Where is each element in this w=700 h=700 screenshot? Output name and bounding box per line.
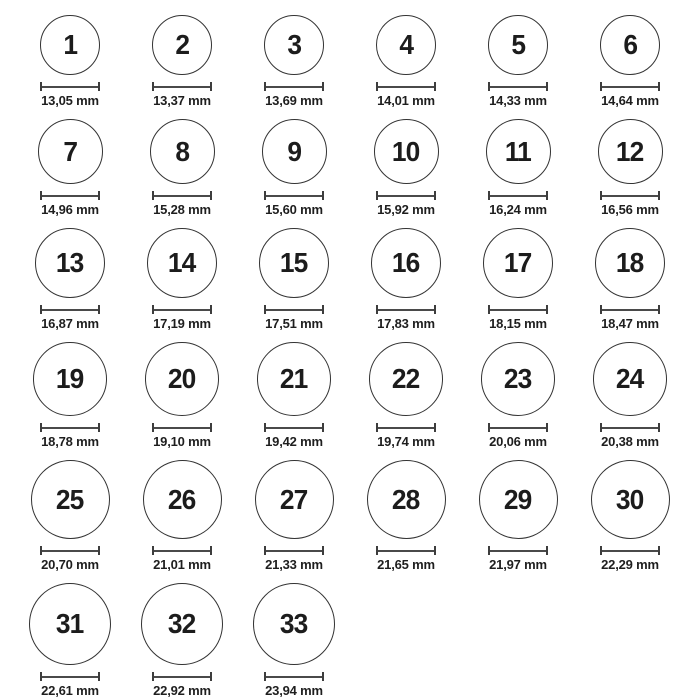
ring-circle	[143, 460, 222, 539]
ring-circle	[595, 228, 665, 298]
ring-size-cell	[14, 15, 126, 108]
ring-circle	[600, 15, 660, 75]
diameter-ruler	[600, 305, 660, 314]
ring-circle	[486, 119, 551, 184]
diameter-label: 20,70 mm	[41, 557, 99, 572]
ring-size-number: 8	[175, 135, 189, 167]
diameter-label: 18,47 mm	[601, 316, 659, 331]
diameter-label: 14,64 mm	[601, 93, 659, 108]
ring-circle	[259, 228, 329, 298]
ring-circle	[152, 15, 212, 75]
ring-circle	[483, 228, 553, 298]
diameter-label: 13,69 mm	[265, 93, 323, 108]
diameter-ruler	[376, 305, 436, 314]
diameter-ruler	[376, 191, 436, 200]
diameter-ruler	[152, 546, 212, 555]
diameter-label: 19,10 mm	[153, 434, 211, 449]
ring-size-cell	[462, 460, 574, 572]
diameter-ruler	[264, 546, 324, 555]
ring-size-cell	[126, 342, 238, 449]
ring-size-number: 33	[280, 608, 308, 639]
diameter-label: 17,51 mm	[265, 316, 323, 331]
ring-size-number: 22	[392, 363, 420, 394]
ring-circle	[257, 342, 331, 416]
ring-size-cell	[462, 119, 574, 217]
ring-size-cell	[574, 15, 686, 108]
diameter-ruler	[600, 191, 660, 200]
ring-size-cell	[14, 228, 126, 331]
ring-size-cell	[238, 228, 350, 331]
ring-size-number: 15	[280, 247, 308, 278]
ring-size-cell	[14, 583, 126, 698]
ring-circle	[40, 15, 100, 75]
ring-size-cell	[350, 15, 462, 108]
chart-row	[14, 119, 686, 217]
ring-size-cell	[126, 15, 238, 108]
diameter-ruler	[152, 672, 212, 681]
ring-circle	[374, 119, 439, 184]
diameter-ruler	[488, 546, 548, 555]
diameter-label: 23,94 mm	[265, 683, 323, 698]
diameter-label: 21,97 mm	[489, 557, 547, 572]
ring-size-chart	[14, 0, 686, 698]
ring-circle	[33, 342, 107, 416]
ring-size-number: 13	[56, 247, 84, 278]
chart-row	[14, 460, 686, 572]
diameter-label: 15,28 mm	[153, 202, 211, 217]
diameter-ruler	[264, 305, 324, 314]
ring-size-cell	[462, 228, 574, 331]
ring-size-number: 28	[392, 483, 420, 515]
diameter-label: 20,06 mm	[489, 434, 547, 449]
diameter-label: 16,24 mm	[489, 202, 547, 217]
ring-circle	[479, 460, 558, 539]
ring-size-number: 25	[56, 483, 84, 515]
diameter-ruler	[40, 423, 100, 432]
ring-circle	[35, 228, 105, 298]
diameter-label: 14,01 mm	[377, 93, 435, 108]
ring-size-cell	[350, 342, 462, 449]
diameter-ruler	[40, 672, 100, 681]
ring-circle	[488, 15, 548, 75]
ring-circle	[145, 342, 219, 416]
ring-size-number: 6	[623, 29, 637, 60]
diameter-ruler	[152, 423, 212, 432]
ring-size-number: 27	[280, 483, 308, 515]
diameter-ruler	[264, 82, 324, 91]
ring-size-cell	[350, 228, 462, 331]
chart-row	[14, 15, 686, 108]
ring-size-number: 11	[505, 135, 531, 167]
ring-size-number: 31	[56, 608, 84, 639]
ring-size-number: 30	[616, 483, 644, 515]
ring-circle	[29, 583, 111, 665]
ring-size-cell	[238, 119, 350, 217]
ring-size-cell	[126, 228, 238, 331]
ring-circle	[150, 119, 215, 184]
ring-circle	[598, 119, 663, 184]
diameter-label: 16,56 mm	[601, 202, 659, 217]
ring-circle	[591, 460, 670, 539]
ring-size-number: 24	[616, 363, 644, 394]
diameter-ruler	[600, 82, 660, 91]
ring-size-cell	[14, 460, 126, 572]
diameter-label: 21,33 mm	[265, 557, 323, 572]
ring-size-cell	[574, 119, 686, 217]
diameter-ruler	[264, 672, 324, 681]
diameter-label: 15,92 mm	[377, 202, 435, 217]
diameter-label: 13,37 mm	[153, 93, 211, 108]
ring-size-cell	[14, 342, 126, 449]
diameter-label: 21,01 mm	[153, 557, 211, 572]
diameter-label: 16,87 mm	[41, 316, 99, 331]
ring-size-number: 3	[287, 29, 301, 60]
ring-circle	[371, 228, 441, 298]
diameter-label: 15,60 mm	[265, 202, 323, 217]
ring-circle	[141, 583, 223, 665]
ring-size-cell	[14, 119, 126, 217]
ring-circle	[369, 342, 443, 416]
diameter-label: 19,74 mm	[377, 434, 435, 449]
diameter-ruler	[600, 423, 660, 432]
ring-circle	[147, 228, 217, 298]
ring-size-cell	[574, 460, 686, 572]
diameter-label: 22,61 mm	[41, 683, 99, 698]
diameter-label: 19,42 mm	[265, 434, 323, 449]
ring-circle	[481, 342, 555, 416]
ring-circle	[253, 583, 335, 665]
diameter-ruler	[376, 546, 436, 555]
diameter-label: 18,15 mm	[489, 316, 547, 331]
diameter-label: 14,33 mm	[489, 93, 547, 108]
ring-size-number: 9	[287, 135, 301, 167]
diameter-ruler	[376, 82, 436, 91]
ring-size-number: 4	[399, 29, 413, 60]
diameter-ruler	[488, 305, 548, 314]
ring-size-cell	[462, 15, 574, 108]
diameter-label: 14,96 mm	[41, 202, 99, 217]
diameter-ruler	[40, 546, 100, 555]
ring-size-cell	[462, 342, 574, 449]
ring-size-number: 32	[168, 608, 196, 639]
ring-size-number: 26	[168, 483, 196, 515]
ring-size-number: 18	[616, 247, 644, 278]
ring-circle	[255, 460, 334, 539]
diameter-ruler	[152, 82, 212, 91]
diameter-label: 18,78 mm	[41, 434, 99, 449]
ring-circle	[593, 342, 667, 416]
ring-circle	[376, 15, 436, 75]
ring-size-number: 23	[504, 363, 532, 394]
diameter-ruler	[152, 305, 212, 314]
ring-size-cell	[126, 583, 238, 698]
ring-size-number: 7	[63, 135, 77, 167]
diameter-label: 17,83 mm	[377, 316, 435, 331]
ring-size-number: 17	[504, 247, 532, 278]
ring-size-number: 20	[168, 363, 196, 394]
ring-size-cell	[126, 460, 238, 572]
ring-size-number: 16	[392, 247, 420, 278]
chart-row	[14, 342, 686, 449]
diameter-ruler	[264, 423, 324, 432]
ring-circle	[38, 119, 103, 184]
ring-size-cell	[574, 228, 686, 331]
ring-size-cell	[574, 342, 686, 449]
diameter-label: 21,65 mm	[377, 557, 435, 572]
ring-size-number: 14	[168, 247, 196, 278]
diameter-label: 13,05 mm	[41, 93, 99, 108]
diameter-ruler	[600, 546, 660, 555]
ring-size-number: 29	[504, 483, 532, 515]
diameter-ruler	[264, 191, 324, 200]
ring-size-number: 19	[56, 363, 84, 394]
ring-size-cell	[126, 119, 238, 217]
diameter-ruler	[488, 191, 548, 200]
ring-circle	[262, 119, 327, 184]
diameter-label: 17,19 mm	[153, 316, 211, 331]
ring-size-number: 10	[392, 135, 420, 167]
ring-circle	[31, 460, 110, 539]
ring-size-number: 1	[63, 29, 77, 60]
ring-size-cell	[238, 460, 350, 572]
ring-size-number: 5	[511, 29, 525, 60]
ring-circle	[367, 460, 446, 539]
ring-circle	[264, 15, 324, 75]
diameter-ruler	[40, 82, 100, 91]
diameter-ruler	[40, 305, 100, 314]
ring-size-cell	[350, 119, 462, 217]
diameter-label: 22,92 mm	[153, 683, 211, 698]
diameter-ruler	[152, 191, 212, 200]
diameter-label: 22,29 mm	[601, 557, 659, 572]
ring-size-cell	[238, 342, 350, 449]
ring-size-cell	[238, 583, 350, 698]
chart-row	[14, 228, 686, 331]
ring-size-cell	[238, 15, 350, 108]
ring-size-cell	[350, 460, 462, 572]
diameter-ruler	[376, 423, 436, 432]
diameter-ruler	[488, 423, 548, 432]
diameter-label: 20,38 mm	[601, 434, 659, 449]
ring-size-number: 21	[280, 363, 308, 394]
diameter-ruler	[40, 191, 100, 200]
diameter-ruler	[488, 82, 548, 91]
ring-size-number: 2	[175, 29, 189, 60]
chart-row	[14, 583, 686, 698]
ring-size-number: 12	[616, 135, 644, 167]
